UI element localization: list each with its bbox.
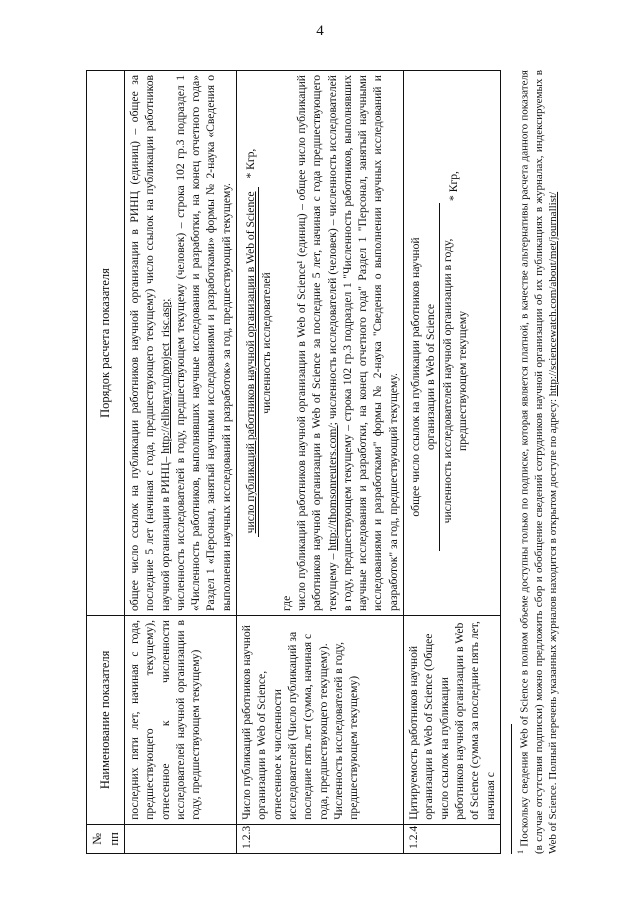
calculation-method	[404, 71, 501, 616]
row-number: 1.2.4	[404, 824, 501, 853]
formula-numerator: общее число ссылок на публикации работников научной организации в Web of Science	[408, 203, 440, 551]
page-number: 4	[316, 23, 324, 39]
header-no: № пп	[87, 824, 125, 853]
indicator-name: последних пяти лет, начиная с года, предшествующего текущему), отнесенное к численности исследователей научной организации в году, предшествующем текущему)	[125, 615, 237, 824]
calc-text: общее число ссылок на публикации работников научной организации в РИНЦ (единиц) – общее за последние 5 лет (начиная с года, предшествующего текущему) число ссылок на публикации работников научной организации в РИНЦ–	[128, 75, 172, 611]
formula-numerator: число публикаций работников научной организации в Web of Science	[243, 187, 259, 537]
footnote	[516, 70, 560, 854]
footnote-mark: 1	[515, 850, 525, 854]
formula-coefficient: * Кгр,	[244, 148, 258, 179]
calculation-method	[125, 71, 237, 616]
row-number: 1.2.3	[237, 824, 404, 853]
formula	[243, 75, 275, 611]
formula-denominator: численность исследователей	[260, 272, 274, 414]
rotated-page-content	[86, 70, 626, 854]
indicator-name: Цитируемость работников научной организации в Web of Science (Общее число ссылок на публикации работников научной организации в Web of Science (сумма за последние пять лет, начиная с	[404, 615, 501, 824]
footnote-divider	[511, 724, 512, 854]
sciencewatch-link[interactable]: http://sciencewatch.com/about/met/journallist/	[546, 191, 559, 397]
indicator-name: Число публикаций работников научной организации в Web of Science, отнесенное к численности исследователей (Число публикаций за последние пять лет (сумма, начиная с года, предшествующего текущему). Численность исследователей в году, предшествующем текущему)	[237, 615, 404, 824]
elibrary-link[interactable]: http://elibrary.ru/project_risc.asp;	[158, 298, 172, 454]
formula-coefficient: * Кгр,	[447, 171, 461, 201]
table-row	[404, 71, 501, 854]
calculation-method: число публикаций работников научной организации в Web of Science * Кгр, численность исследователей где число публикаций работников научной организации в Web of Science¹ (единиц) – общее число публикаций работников научной организации в Web of Science за последние 5 лет, начиная с года предшествующего текущему – http://thomsonreuters.com/; численность исследователей (человек) – численность исследователей в году, предшествующем текущему – строка 102 гр.3 подраздел 1 "Численность работников, выполнявших научные исследования и разработки, на конец отчетного года" Раздел 1 "Персонал, занятый научными исследованиями и разработками" формы № 2-наука "Сведения о выполнении научных исследований и разработок" за год, предшествующий текущему.	[237, 71, 404, 616]
header-name: Наименование показателя	[87, 615, 125, 824]
row-number	[125, 824, 237, 853]
table-header-row	[87, 71, 125, 854]
calc-text: численность исследователей (человек) – численность исследователей в году, предшествующем текущему – строка 102 гр.3 подраздел 1 "Численность работников, выполнявших научные исследования и разработки, на конец отчетного года" Раздел 1 "Персонал, занятый научными исследованиями и разработками" формы № 2-наука "Сведения о выполнении научных исследований и разработок" за год, предшествующий текущему.	[325, 75, 400, 611]
formula-denominator: численность исследователей научной организации в году, предшествующем текущему	[440, 238, 469, 524]
calc-text: число публикаций работников научной организации в Web of Science¹ (единиц) – общее число публикаций работников научной организации в Web of Science за последние 5 лет, начиная с года предшествующего текущему –	[294, 75, 339, 611]
footnote-text: Поскольку сведения Web of Science в полном объеме доступны только по подписке, которая является платной, в качестве альтернативы расчета данного показателя (в случае отсутствия подписки) можно предложить сбор и обобщение сведений сотрудников научной организации об их публикациях в журналах, индексируемых в Web of Science. Полный перечень указанных журналов находится в открытом доступе по адресу:	[518, 70, 559, 854]
formula	[408, 75, 485, 551]
where-label: где	[279, 595, 293, 611]
indicator-table	[86, 70, 501, 854]
thomsonreuters-link[interactable]: http://thomsonreuters.com/	[325, 425, 339, 551]
calc-text: численность исследователей в году, предшествующем текущему (человек) – строка 102 гр.3 подраздел 1 «Численность работников, выполнявших научные исследования и разработки, на конец отчетного года» Раздел 1 «Персонал, занятый научными исследованиями и разработками» формы № 2-наука «Сведения о выполнении научных исследований и разработок» за год, предшествующий текущему.	[173, 75, 233, 611]
table-row	[237, 71, 404, 854]
table-row	[125, 71, 237, 854]
header-calc: Порядок расчета показателя	[87, 71, 125, 616]
